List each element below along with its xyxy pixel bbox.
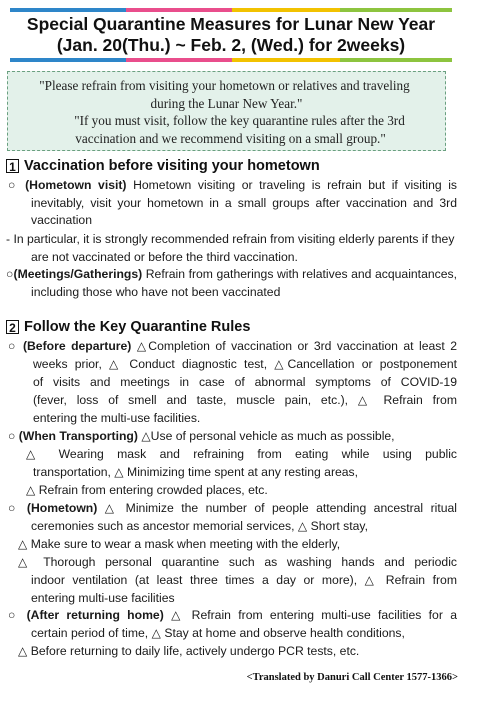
list-item-continuation: weeks prior, △ Conduct diagnostic test, △Cancellation or postponement — [33, 357, 457, 371]
list-item-continuation: entering multi-use facilities — [31, 591, 175, 605]
section-heading-text: Follow the Key Quarantine Rules — [24, 319, 251, 335]
list-item-continuation: (fever, loss of smell and taste, muscle pain, etc.), △ Refrain from — [33, 393, 457, 407]
page-subtitle-dates: (Jan. 20(Thu.) ~ Feb. 2, (Wed.) for 2weeks) — [56, 35, 406, 55]
item-label: (When Transporting) — [18, 429, 138, 443]
bar-segment-blue — [10, 8, 126, 12]
item-label: (Hometown visit) — [25, 178, 127, 192]
bullet-circle: ○ — [8, 339, 18, 353]
bullet-circle: ○ — [6, 267, 14, 281]
item-text: △ Refrain from entering multi-use facilities for a — [171, 608, 457, 622]
item-label: (Before departure) — [22, 339, 132, 353]
bar-segment-blue — [10, 58, 126, 62]
bar-segment-green — [340, 58, 452, 62]
section-1-heading — [6, 158, 320, 174]
quote-line: "Please refrain from visiting your hometown or relatives and traveling — [39, 78, 410, 93]
list-item-continuation: △ Before returning to daily life, actively undergo PCR tests, etc. — [18, 644, 360, 658]
list-item — [8, 428, 395, 446]
section-number-badge: 1 — [6, 159, 19, 173]
list-item-continuation: certain period of time, △ Stay at home and observe health conditions, — [31, 626, 405, 640]
list-item-continuation: entering the multi-use facilities. — [33, 411, 201, 425]
list-item — [8, 177, 457, 195]
list-item-continuation: including those who have not been vaccinated — [31, 284, 281, 299]
bar-segment-green — [340, 8, 452, 12]
list-item-continuation: △ Wearing mask and refraining from eating while using public — [26, 447, 457, 461]
bar-segment-yellow — [232, 8, 340, 12]
list-item-continuation: indoor ventilation (at least three times a day or more), △ Refrain from — [31, 573, 457, 587]
list-item-continuation: vaccination — [31, 213, 92, 227]
bullet-circle: ○ — [8, 501, 20, 515]
quote-line: vaccination and we recommend visiting on a small group." — [75, 130, 386, 146]
page-title: Special Quarantine Measures for Lunar New Year — [26, 14, 436, 34]
section-heading-text: Vaccination before visiting your hometown — [24, 158, 320, 174]
item-label: (Hometown) — [26, 501, 98, 515]
item-label: (Meetings/Gatherings) — [13, 267, 143, 281]
bullet-circle: ○ — [8, 608, 20, 622]
section-number-badge: 2 — [6, 320, 19, 334]
list-item-continuation: △ Refrain from entering crowded places, etc. — [26, 483, 268, 497]
item-text: Refrain from gatherings with relatives and acquaintances, — [145, 267, 457, 281]
list-item-continuation: of visits and meetings in case of abnormal symptoms of COVID-19 — [33, 375, 457, 389]
color-bar-top — [10, 8, 452, 12]
list-item-continuation: transportation, △ Minimizing time spent at any resting areas, — [33, 465, 359, 479]
list-item-continuation: inevitably, visit your hometown in a small groups after vaccination and 3rd — [31, 195, 457, 210]
list-item — [8, 500, 457, 518]
quote-line: "If you must visit, follow the key quarantine rules after the 3rd — [74, 113, 405, 129]
bar-segment-pink — [126, 8, 232, 12]
list-item-continuation: △ Make sure to wear a mask when meeting with the elderly, — [18, 537, 341, 551]
list-item — [6, 266, 457, 284]
list-item-continuation: △ Thorough personal quarantine such as washing hands and periodic — [18, 555, 457, 569]
bar-segment-pink — [126, 58, 232, 62]
bar-segment-yellow — [232, 58, 340, 62]
quote-box — [7, 71, 446, 151]
title-banner — [10, 8, 452, 62]
bullet-circle: ○ — [8, 178, 19, 192]
item-label: (After returning home) — [26, 608, 164, 622]
translation-credit: <Translated by Danuri Call Center 1577-1366> — [246, 672, 458, 683]
list-item — [8, 338, 457, 356]
list-item-subnote: - In particular, it is strongly recommended refrain from visiting elderly parents if they — [6, 232, 455, 246]
list-item-continuation: ceremonies such as ancestor memorial services, △ Short stay, — [31, 519, 368, 533]
bullet-circle: ○ — [8, 429, 16, 443]
section-2-heading — [6, 319, 250, 335]
quote-line: during the Lunar New Year." — [150, 95, 303, 111]
item-text: △ Minimize the number of people attending ancestral ritual — [104, 501, 457, 515]
item-text: △Completion of vaccination or 3rd vaccination at least 2 — [136, 339, 457, 353]
list-item — [8, 607, 457, 625]
item-text: Hometown visiting or traveling is refrain but if visiting is — [133, 178, 457, 192]
list-item-continuation: are not vaccinated or before the third vaccination. — [31, 249, 298, 264]
item-text: △Use of personal vehicle as much as possible, — [141, 429, 395, 443]
color-bar-bottom — [10, 58, 452, 62]
